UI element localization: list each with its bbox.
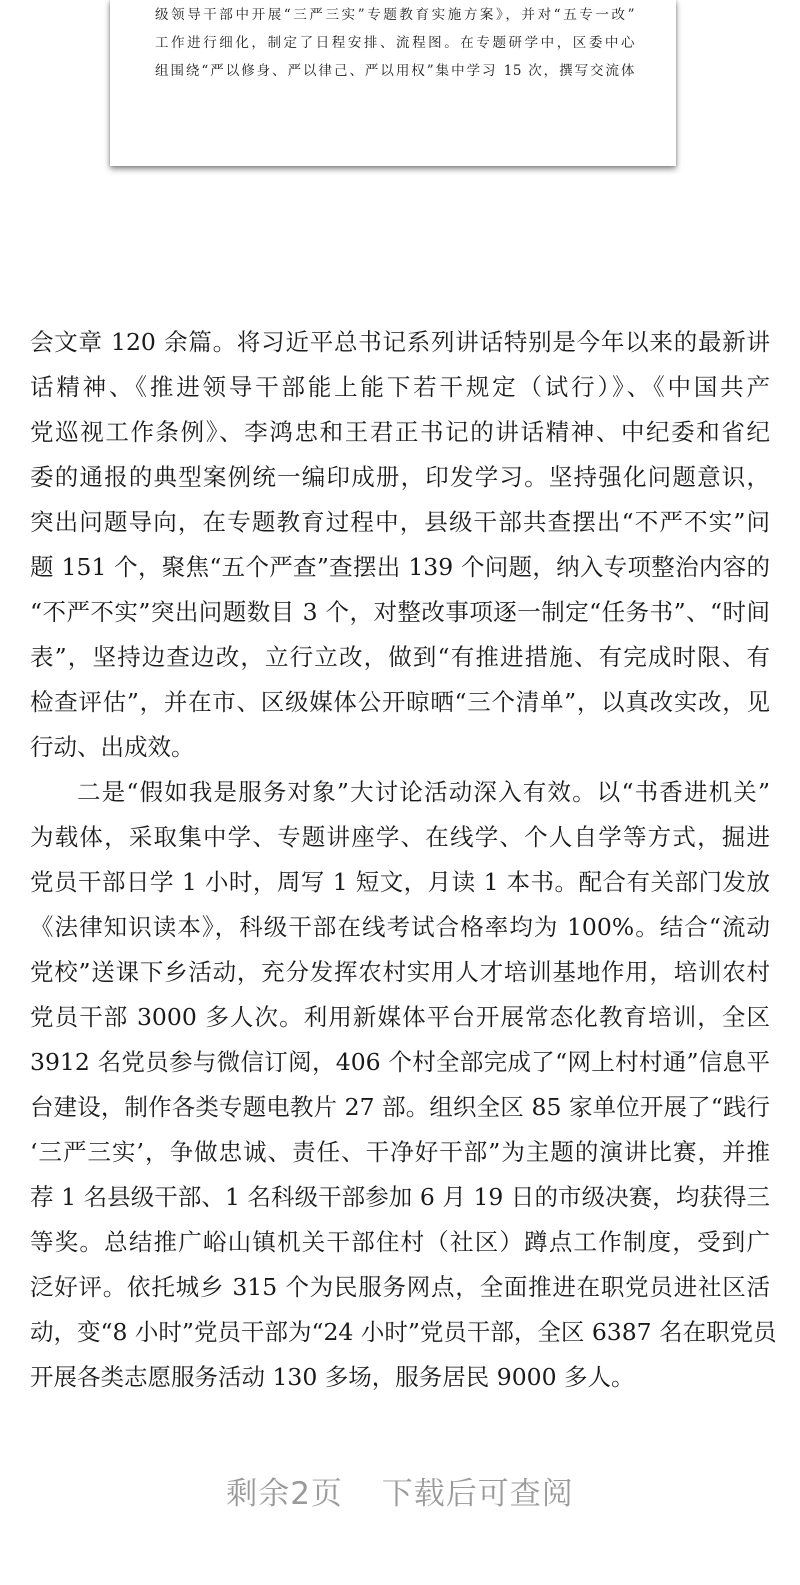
document-body	[30, 320, 777, 1400]
text-line: 行动、出成效。	[30, 733, 195, 761]
text-line: 话精神、《推进领导干部能上能下若干规定（试行）》、《中国共产	[30, 373, 770, 401]
preview-text-line: 组围绕“严以修身、严以律己、严以用权”集中学习 15 次，撰写交流体	[155, 63, 635, 79]
text-line: 动，变“8 小时”党员干部为“24 小时”党员干部，全区 6387 名在职党员	[30, 1318, 777, 1346]
preview-text-line: 级领导干部中开展“三严三实”专题教育实施方案》，并对“五专一改”	[155, 7, 635, 23]
text-line: 党员干部日学 1 小时，周写 1 短文，月读 1 本书。配合有关部门发放	[30, 868, 770, 896]
text-line: 为载体，采取集中学、专题讲座学、在线学、个人自学等方式，掘进	[30, 823, 770, 851]
text-line: ‘三严三实’，争做忠诚、责任、干净好干部”为主题的演讲比赛，并推	[30, 1138, 770, 1166]
text-line: 党校”送课下乡活动，充分发挥农村实用人才培训基地作用，培训农村	[30, 958, 770, 986]
text-line: 检查评估”，并在市、区级媒体公开晾晒“三个清单”，以真改实改，见	[30, 688, 770, 716]
text-line: 题 151 个，聚焦“五个严查”查摆出 139 个问题，纳入专项整治内容的	[30, 553, 770, 581]
text-line: 二是“假如我是服务对象”大讨论活动深入有效。以“书香进机关”	[77, 778, 770, 806]
text-line: 党员干部 3000 多人次。利用新媒体平台开展常态化教育培训，全区	[30, 1003, 770, 1031]
text-line: “不严不实”突出问题数目 3 个，对整改事项逐一制定“任务书”、“时间	[30, 598, 770, 626]
remaining-pages-label: 剩余2页	[226, 1476, 343, 1512]
preview-page-card	[110, 0, 676, 166]
text-line: 3912 名党员参与微信订阅，406 个村全部完成了“网上村村通”信息平	[30, 1048, 770, 1076]
download-prompt[interactable]	[0, 1468, 800, 1513]
text-line: 开展各类志愿服务活动 130 多场，服务居民 9000 多人。	[30, 1363, 635, 1391]
text-line: 突出问题导向，在专题教育过程中，县级干部共查摆出“不严不实”问	[30, 508, 770, 536]
paragraph	[30, 320, 770, 770]
text-line: 泛好评。依托城乡 315 个为民服务网点，全面推进在职党员进社区活	[30, 1273, 770, 1301]
text-line: 表”，坚持边查边改，立行立改，做到“有推进措施、有完成时限、有	[30, 643, 770, 671]
text-line: 台建设，制作各类专题电教片 27 部。组织全区 85 家单位开展了“践行	[30, 1093, 770, 1121]
text-line: 会文章 120 余篇。将习近平总书记系列讲话特别是今年以来的最新讲	[30, 328, 770, 356]
text-line: 《法律知识读本》，科级干部在线考试合格率均为 100%。结合“流动	[30, 913, 770, 941]
preview-text-line: 工作进行细化，制定了日程安排、流程图。在专题研学中，区委中心	[155, 35, 635, 51]
text-line: 党巡视工作条例》、李鸿忠和王君正书记的讲话精神、中纪委和省纪	[30, 418, 770, 446]
text-line: 委的通报的典型案例统一编印成册，印发学习。坚持强化问题意识，	[30, 463, 770, 491]
paragraph	[30, 770, 777, 1400]
download-hint-label[interactable]: 下载后可查阅	[381, 1476, 574, 1512]
text-line: 荐 1 名县级干部、1 名科级干部参加 6 月 19 日的市级决赛，均获得三	[30, 1183, 770, 1211]
text-line: 等奖。总结推广峪山镇机关干部住村（社区）蹲点工作制度，受到广	[30, 1228, 770, 1256]
